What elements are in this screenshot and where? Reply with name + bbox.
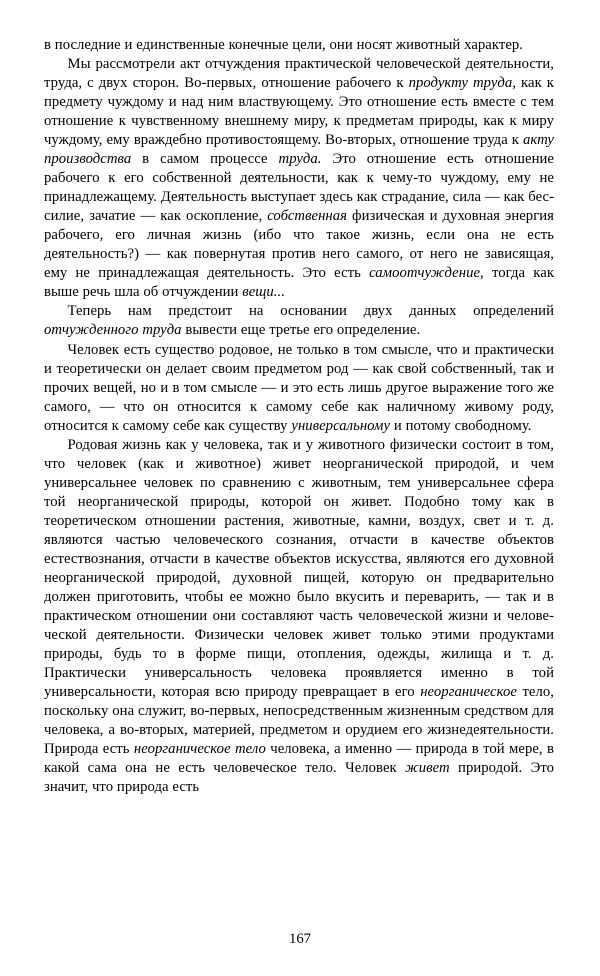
emphasis-text: универсальному <box>291 417 391 434</box>
page-number: 167 <box>288 931 312 947</box>
body-run: тогда как выше речь шла об отчуждении <box>44 265 555 301</box>
para-5 <box>44 436 554 798</box>
emphasis-text: самоотчуждение, <box>369 265 484 282</box>
body-run: Теперь нам предстоит на основании двух данных определений <box>67 303 554 320</box>
body-run: в самом процессе <box>131 151 279 168</box>
emphasis-text: собственная <box>267 208 348 225</box>
body-run: Мы рассмотрели акт отчуждения практической человеческой деятельности, труда, с двух сторон. Во-первых, отношение рабочего к <box>44 56 554 92</box>
emphasis-text: вещи... <box>242 284 285 301</box>
emphasis-text: живет <box>405 760 450 777</box>
body-run: Это отношение есть отношение рабочего к его собственной деятельности, как к чему-то чуждому, ему не принадлежащему. Деятельность выступает здесь как страдание, сила — как бессилие, зачатие — как оскопление, <box>44 151 554 225</box>
emphasis-text: отчужденного труда <box>44 322 182 339</box>
body-run: Родовая жизнь как у человека, так и у животного физически состоит в том, что человек (как и животное) живет неорганической природой, и чем универсальнее человек по сравнению с животным, тем универсальнее сфера той неорганической природы, которой он живет. Подобно тому как в теоретическом отношении растения, животные, камни, воздух, свет и т. д. являются частью человеческого сознания, отчасти в качестве объектов естествознания, отчасти в качестве объектов искусства, являются его духовной неорганической природой, духовной пищей, которую он предварительно должен приготовить, чтобы ее можно было вкусить и переварить, — так и в практическом отношении они составляют часть человеческой жизни и человеческой деятельности. Физически человек живет только этими продуктами природы, будь то в форме пищи, отопления, одежды, жилища и т. д. Практически универсальность человека проявляется именно в той универсальности, которая всю природу превращает в его <box>44 436 554 701</box>
emphasis-text: неорганическое тело <box>133 741 266 758</box>
emphasis-text: продукту труда, <box>408 75 517 92</box>
body-run: природой. Это значит, что природа есть <box>44 760 554 796</box>
para-2 <box>44 55 554 302</box>
para-3 <box>44 302 554 340</box>
body-run: как к предмету чуждому и над ним властвующему. Это отношение есть вместе с тем отношение к чувственному внешнему миру, к предметам природы, как к миру чуждому, ему враждебно противостоящему. Во-вторых, отношение труда к <box>44 75 554 149</box>
body-run: вывести еще третье его определение. <box>181 322 421 339</box>
body-run: в последние и единственные конечные цели, они носят животный характер. <box>44 37 524 53</box>
body-run: Человек есть существо родовое, не только в том смысле, что и практически и теоретически он делает своим предметом род — как свой собственный, так и прочих вещей, но и в том смысле — и это есть лишь другое выражение того же самого, — что он относится к самому себе как наличному живому роду, относится к самому себе как существу <box>44 341 554 434</box>
para-4 <box>44 341 554 436</box>
emphasis-text: труда. <box>278 151 322 168</box>
body-run: тело, поскольку она служит, во-первых, непосредственным жизненным средством для человека, а во-вторых, материей, предметом и орудием его жизнедеятельности. Природа есть <box>44 684 554 758</box>
para-1 <box>44 36 554 55</box>
body-run: и потому свободному. <box>390 417 532 434</box>
emphasis-text: неорганическое <box>420 684 517 701</box>
body-run: человека, а именно — природа в той мере, в какой сама она не есть человеческое тело. Человек <box>44 741 555 777</box>
page-body-text <box>44 36 554 797</box>
emphasis-text: акту производства <box>44 132 554 168</box>
body-run: физическая и духовная энергия рабочего, его личная жизнь (ибо что такое жизнь, если она не есть деятельность?) — как повернутая против него самого, от него не зависящая, ему не принадлежащая деятельность. Это есть <box>44 208 554 282</box>
